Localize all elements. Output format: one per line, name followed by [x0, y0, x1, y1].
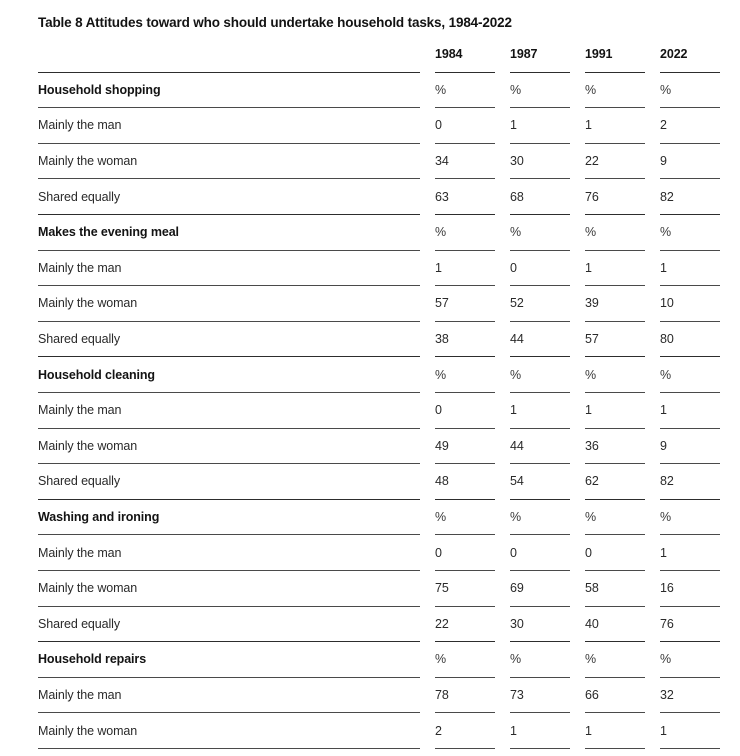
- table-row: [38, 144, 720, 180]
- row-label: Mainly the woman: [38, 713, 420, 749]
- unit-cell: %: [660, 500, 720, 536]
- section-label: Household shopping: [38, 73, 420, 109]
- row-label: Mainly the woman: [38, 571, 420, 607]
- value-cell: 66: [585, 678, 645, 714]
- value-cell: 76: [660, 607, 720, 643]
- unit-cell: %: [660, 642, 720, 678]
- table-row: [38, 108, 720, 144]
- value-cell: 68: [510, 179, 570, 215]
- unit-cell: %: [510, 215, 570, 251]
- year-header-1991: 1991: [585, 37, 645, 73]
- section-row-household-cleaning: [38, 357, 720, 393]
- value-cell: 1: [585, 393, 645, 429]
- table-row: [38, 429, 720, 465]
- table-row: [38, 678, 720, 714]
- table-row: [38, 179, 720, 215]
- header-spacer-cell: [38, 37, 420, 73]
- table-title: Table 8 Attitudes toward who should undertake household tasks, 1984-2022: [38, 15, 512, 30]
- section-row-household-shopping: [38, 73, 720, 109]
- value-cell: 39: [585, 286, 645, 322]
- value-cell: 82: [660, 179, 720, 215]
- row-label: Mainly the man: [38, 535, 420, 571]
- section-row-evening-meal: [38, 215, 720, 251]
- value-cell: 44: [510, 322, 570, 358]
- value-cell: 9: [660, 144, 720, 180]
- value-cell: 52: [510, 286, 570, 322]
- unit-cell: %: [435, 215, 495, 251]
- value-cell: 2: [435, 713, 495, 749]
- section-row-washing-ironing: [38, 500, 720, 536]
- row-label: Mainly the man: [38, 108, 420, 144]
- value-cell: 16: [660, 571, 720, 607]
- section-label: Washing and ironing: [38, 500, 420, 536]
- value-cell: 0: [435, 108, 495, 144]
- value-cell: 40: [585, 607, 645, 643]
- value-cell: 1: [585, 713, 645, 749]
- value-cell: 30: [510, 607, 570, 643]
- value-cell: 0: [435, 535, 495, 571]
- value-cell: 22: [585, 144, 645, 180]
- row-label: Mainly the man: [38, 393, 420, 429]
- table-row: [38, 286, 720, 322]
- value-cell: 10: [660, 286, 720, 322]
- unit-cell: %: [660, 215, 720, 251]
- value-cell: 9: [660, 429, 720, 465]
- unit-cell: %: [435, 73, 495, 109]
- value-cell: 69: [510, 571, 570, 607]
- value-cell: 2: [660, 108, 720, 144]
- value-cell: 0: [585, 535, 645, 571]
- value-cell: 57: [585, 322, 645, 358]
- row-label: Shared equally: [38, 179, 420, 215]
- value-cell: 1: [510, 108, 570, 144]
- unit-cell: %: [435, 357, 495, 393]
- row-label: Mainly the woman: [38, 429, 420, 465]
- unit-cell: %: [510, 73, 570, 109]
- value-cell: 1: [660, 535, 720, 571]
- table-row: [38, 571, 720, 607]
- table-row: [38, 393, 720, 429]
- section-label: Makes the evening meal: [38, 215, 420, 251]
- value-cell: 1: [660, 251, 720, 287]
- value-cell: 44: [510, 429, 570, 465]
- value-cell: 38: [435, 322, 495, 358]
- year-header-1984: 1984: [435, 37, 495, 73]
- value-cell: 0: [510, 251, 570, 287]
- unit-cell: %: [435, 642, 495, 678]
- unit-cell: %: [510, 642, 570, 678]
- unit-cell: %: [660, 357, 720, 393]
- year-header-2022: 2022: [660, 37, 720, 73]
- value-cell: 30: [510, 144, 570, 180]
- value-cell: 76: [585, 179, 645, 215]
- table-header-row: [38, 37, 720, 73]
- unit-cell: %: [660, 73, 720, 109]
- value-cell: 82: [660, 464, 720, 500]
- year-header-1987: 1987: [510, 37, 570, 73]
- value-cell: 1: [435, 251, 495, 287]
- table-row: [38, 464, 720, 500]
- unit-cell: %: [510, 357, 570, 393]
- row-label: Shared equally: [38, 607, 420, 643]
- value-cell: 36: [585, 429, 645, 465]
- value-cell: 1: [585, 108, 645, 144]
- value-cell: 80: [660, 322, 720, 358]
- value-cell: 54: [510, 464, 570, 500]
- unit-cell: %: [585, 357, 645, 393]
- attitudes-table: [38, 37, 720, 749]
- table-row: [38, 535, 720, 571]
- unit-cell: %: [585, 215, 645, 251]
- table-row: [38, 322, 720, 358]
- row-label: Mainly the woman: [38, 144, 420, 180]
- row-label: Shared equally: [38, 322, 420, 358]
- value-cell: 63: [435, 179, 495, 215]
- value-cell: 1: [660, 393, 720, 429]
- value-cell: 0: [510, 535, 570, 571]
- value-cell: 1: [585, 251, 645, 287]
- unit-cell: %: [435, 500, 495, 536]
- value-cell: 34: [435, 144, 495, 180]
- value-cell: 75: [435, 571, 495, 607]
- section-label: Household repairs: [38, 642, 420, 678]
- value-cell: 78: [435, 678, 495, 714]
- unit-cell: %: [585, 642, 645, 678]
- value-cell: 57: [435, 286, 495, 322]
- table-row: [38, 713, 720, 749]
- value-cell: 58: [585, 571, 645, 607]
- row-label: Mainly the woman: [38, 286, 420, 322]
- value-cell: 1: [510, 713, 570, 749]
- section-row-household-repairs: [38, 642, 720, 678]
- row-label: Mainly the man: [38, 251, 420, 287]
- value-cell: 1: [660, 713, 720, 749]
- table-row: [38, 607, 720, 643]
- value-cell: 49: [435, 429, 495, 465]
- value-cell: 0: [435, 393, 495, 429]
- section-label: Household cleaning: [38, 357, 420, 393]
- row-label: Shared equally: [38, 464, 420, 500]
- unit-cell: %: [510, 500, 570, 536]
- value-cell: 48: [435, 464, 495, 500]
- value-cell: 62: [585, 464, 645, 500]
- unit-cell: %: [585, 73, 645, 109]
- value-cell: 22: [435, 607, 495, 643]
- row-label: Mainly the man: [38, 678, 420, 714]
- unit-cell: %: [585, 500, 645, 536]
- table-row: [38, 251, 720, 287]
- value-cell: 73: [510, 678, 570, 714]
- value-cell: 1: [510, 393, 570, 429]
- value-cell: 32: [660, 678, 720, 714]
